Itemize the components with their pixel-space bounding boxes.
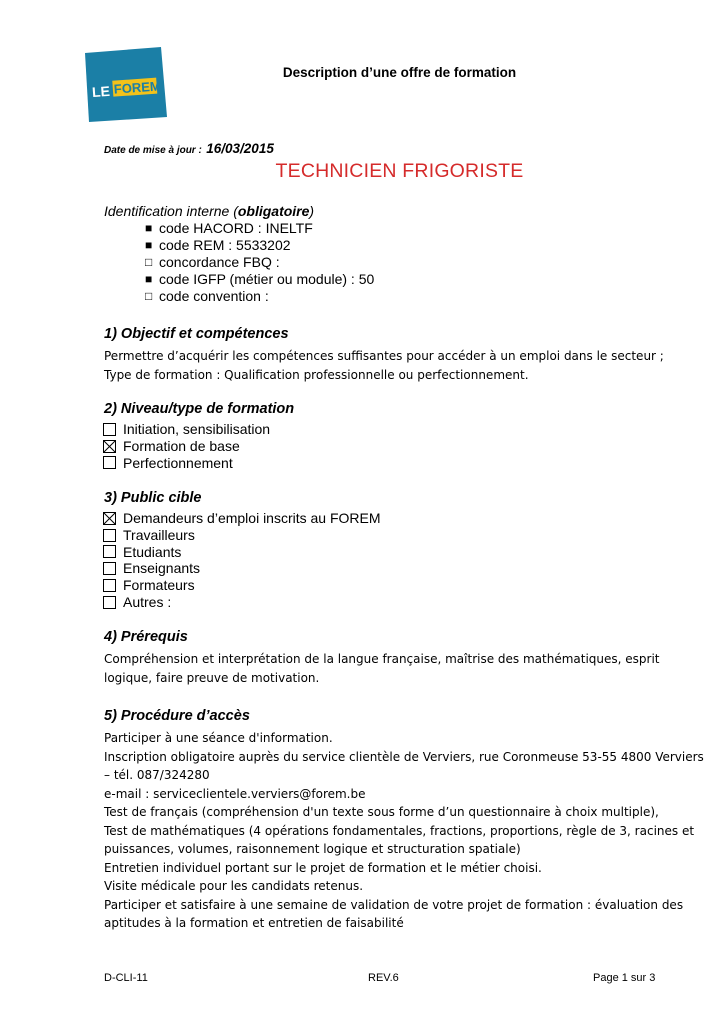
svg-text:FOREM: FOREM: [113, 78, 162, 97]
checkbox-checked[interactable]: [103, 440, 116, 453]
checkbox[interactable]: [103, 596, 116, 609]
identification-item: □ code convention :: [145, 288, 269, 304]
text-line: Test de français (compréhension d'un texte sous forme d’un questionnaire à choix multiple),: [104, 805, 659, 819]
footer-page-number: Page 1 sur 3: [593, 972, 656, 984]
forem-logo: [83, 47, 167, 122]
level-option[interactable]: Perfectionnement: [103, 455, 270, 472]
text-line: Test de mathématiques (4 opérations fondamentales, fractions, proportions, règle de 3, racines et: [104, 823, 695, 838]
section-level-title: 2) Niveau/type de formation: [104, 401, 295, 417]
checkbox-checked[interactable]: [103, 512, 116, 525]
audience-option[interactable]: Autres :: [103, 594, 381, 611]
section-objectives-title: 1) Objectif et compétences: [104, 326, 289, 342]
checkbox[interactable]: [103, 423, 116, 436]
audience-option[interactable]: Formateurs: [103, 577, 381, 594]
identification-list: [145, 220, 374, 305]
identification-item: ■ code HACORD : INELTF: [145, 220, 313, 236]
text-line: Participer et satisfaire à une semaine de validation de votre projet de formation : évaluation des: [104, 897, 684, 912]
section-access-title: 5) Procédure d’accès: [104, 708, 250, 724]
section-access-body: [104, 729, 704, 933]
section-audience-title: 3) Public cible: [104, 490, 202, 506]
update-date-label: Date de mise à jour :: [104, 145, 202, 156]
bullet-icon: ■: [145, 221, 153, 235]
logo-text-le: LE: [91, 82, 111, 101]
text-line: Type de formation : Qualification professionnelle ou perfectionnement.: [104, 367, 529, 382]
bullet-icon: ■: [145, 238, 153, 252]
identification-item: ■ code REM : 5533202: [145, 237, 291, 253]
text-line: puissances, volumes, raisonnement logique et structuration spatiale): [104, 842, 521, 856]
audience-option[interactable]: Demandeurs d’emploi inscrits au FOREM: [103, 510, 381, 527]
text-line: Permettre d’acquérir les compétences suffisantes pour accéder à un emploi dans le secteur ;: [104, 349, 664, 363]
footer-revision: REV.6: [368, 972, 399, 984]
bullet-icon: □: [145, 255, 153, 269]
text-line: logique, faire preuve de motivation.: [104, 670, 320, 685]
checkbox[interactable]: [103, 456, 116, 469]
text-line: – tél. 087/324280: [104, 768, 210, 782]
level-option[interactable]: Initiation, sensibilisation: [103, 421, 270, 438]
email-line[interactable]: e-mail : serviceclientele.verviers@forem.be: [104, 786, 366, 801]
text-line: aptitudes à la formation et entretien de faisabilité: [104, 916, 404, 930]
identification-item: □ concordance FBQ :: [145, 254, 280, 270]
update-date-line: [104, 140, 274, 158]
audience-option[interactable]: Enseignants: [103, 560, 381, 577]
section-objectives-body: [104, 347, 664, 384]
checkbox[interactable]: [103, 562, 116, 575]
level-checklist: [103, 421, 270, 471]
checkbox[interactable]: [103, 545, 116, 558]
text-line: Participer à une séance d'information.: [104, 731, 333, 745]
document-header-title: Description d’une offre de formation: [282, 65, 517, 80]
checkbox[interactable]: [103, 529, 116, 542]
audience-option[interactable]: Etudiants: [103, 544, 381, 561]
text-line: Entretien individuel portant sur le projet de formation et le métier choisi.: [104, 860, 542, 875]
identification-heading: Identification interne (obligatoire): [104, 203, 315, 219]
identification-item: ■ code IGFP (métier ou module) : 50: [145, 271, 375, 287]
bullet-icon: □: [145, 289, 153, 303]
text-line: Inscription obligatoire auprès du service clientèle de Verviers, rue Coronmeuse 53-55 4800 Verviers: [104, 749, 704, 764]
update-date-value: 16/03/2015: [206, 141, 274, 156]
text-line: Compréhension et interprétation de la langue française, maîtrise des mathématiques, esprit: [104, 652, 660, 666]
level-option[interactable]: Formation de base: [103, 438, 270, 455]
checkbox[interactable]: [103, 579, 116, 592]
text-line: Visite médicale pour les candidats retenus.: [104, 879, 364, 893]
bullet-icon: ■: [145, 272, 153, 286]
section-prerequisites-title: 4) Prérequis: [104, 629, 188, 645]
footer-doc-code: D-CLI-11: [104, 972, 148, 984]
audience-option[interactable]: Travailleurs: [103, 527, 381, 544]
training-title: TECHNICIEN FRIGORISTE: [275, 160, 524, 182]
section-prerequisites-body: [104, 650, 660, 687]
audience-checklist: [103, 510, 381, 611]
